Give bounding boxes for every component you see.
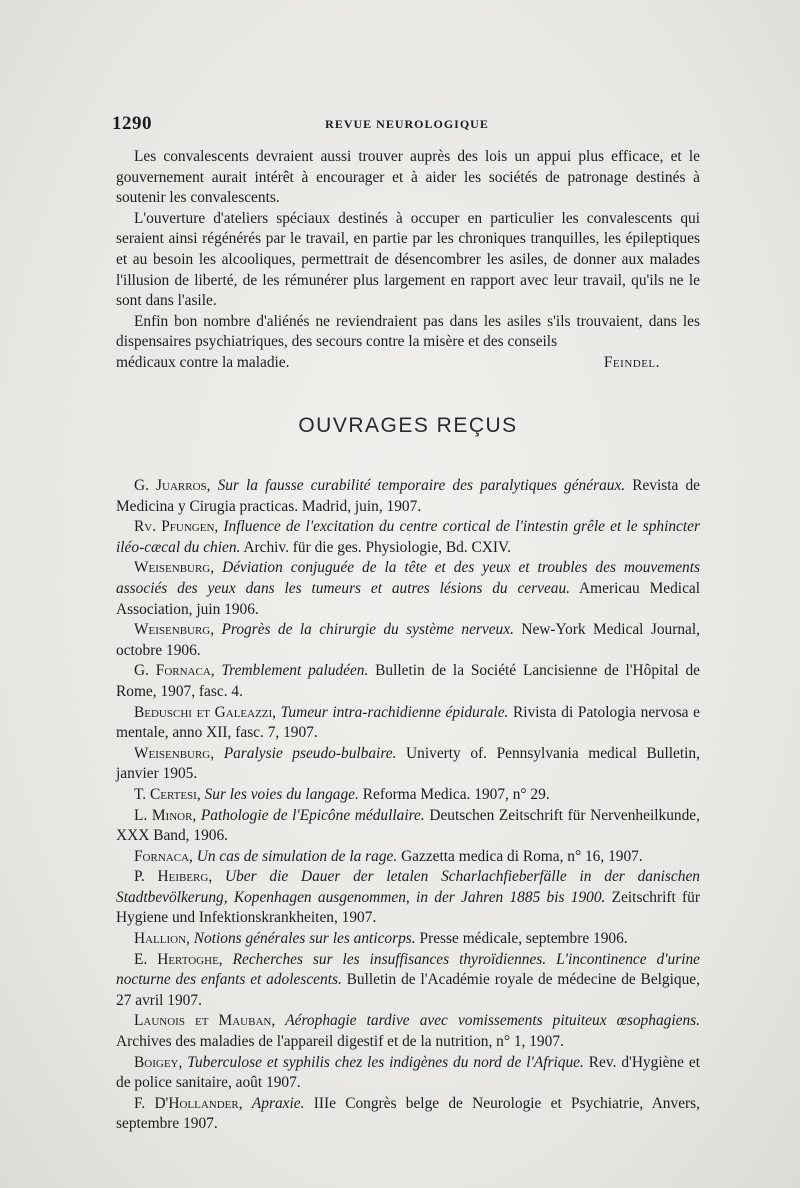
reference-title: Un cas de simulation de la rage. [196, 847, 398, 865]
reference-source: Bulletin de l'Académie royale de médecine de Belgique, 27 avril 1907. [116, 971, 700, 1009]
reference-item [116, 847, 700, 868]
reference-source: Bulletin de la Société Lancisienne de l'Hôpital de Rome, 1907, fasc. 4. [116, 662, 701, 700]
reference-item [116, 661, 700, 702]
reference-item [116, 1053, 700, 1094]
reference-author: Weisenburg, [134, 621, 215, 639]
page-number: 1290 [112, 113, 152, 134]
reference-title: Influence de l'excitation du centre cortical de l'intestin grêle et le sphincter iléo-cæcal du chien. [116, 518, 700, 556]
reference-item [116, 703, 700, 744]
reference-author: G. Fornaca, [134, 662, 215, 680]
reference-title: Apraxie. [251, 1094, 305, 1112]
reference-item [116, 1094, 700, 1135]
reference-title: Progrès de la chirurgie du système nerveux. [221, 621, 514, 639]
reference-author: F. D'Hollander, [134, 1094, 243, 1112]
reference-author: Weisenburg, [134, 744, 215, 762]
signature: Feindel. [603, 353, 660, 371]
reference-item [116, 929, 700, 950]
reference-author: Hallion, [134, 930, 190, 948]
reference-item [116, 517, 700, 558]
reference-item [116, 867, 700, 929]
reference-title: Sur la fausse curabilité temporaire des paralytiques généraux. [217, 477, 626, 494]
page-header [112, 113, 702, 137]
reference-source: Revista de Medicina y Cirugia practicas. Madrid, juin, 1907. [116, 477, 700, 515]
reference-source: Reforma Medica. 1907, n° 29. [362, 785, 550, 803]
closing-line [116, 353, 700, 374]
reference-item [116, 806, 700, 847]
reference-title: Notions générales sur les anticorps. [193, 930, 416, 948]
reference-item [116, 620, 700, 661]
paragraph: Les convalescents devraient aussi trouver auprès des lois un appui plus efficace, et le gouvernement aurait intérêt à encourager et à aider les sociétés de patronage destinés à soutenir les convalescents. [116, 148, 700, 207]
reference-item [116, 785, 700, 806]
reference-author: G. Juarros, [134, 477, 211, 494]
section-title: OUVRAGES REÇUS [298, 414, 518, 437]
reference-title: Déviation conjuguée de la tête et des yeux et troubles des mouvements associés des yeux dans les tumeurs et autres lésions du cerveau. [116, 559, 700, 597]
reference-source: Deutschen Zeitschrift für Nervenheilkunde, XXX Band, 1906. [116, 806, 700, 845]
reference-item [116, 1011, 700, 1052]
reference-title: Uber die Dauer der letalen Scharlachfieberfälle in der danischen Stadtbevölkerung, Kopenhagen ausgenommen, in der Jahren 1885 bis 1900. [116, 868, 700, 906]
reference-author: L. Minor, [134, 806, 197, 824]
reference-title: Paralysie pseudo-bulbaire. [223, 744, 397, 762]
reference-source: IIIe Congrès belge de Neurologie et Psychiatrie, Anvers, septembre 1907. [116, 1094, 700, 1133]
reference-title: Recherches sur les insuffisances thyroïdiennes. L'incontinence d'urine nocturne des enfants et adolescents. [116, 950, 700, 989]
paragraph: L'ouverture d'ateliers spéciaux destinés à occuper en particulier les convalescents qui seraient ainsi régénérés par le travail, en partie par les chroniques tranquilles, les épileptiques et au besoin les alcooliques, permettrait de désencombrer les asiles, de donner aux malades l'illusion de liberté, de les rémunérer plus largement en rapport avec leur travail, qu'ils ne le sont dans l'asile. [116, 209, 700, 310]
reference-item [116, 476, 700, 517]
reference-source: Archiv. für die ges. Physiologie, Bd. CXIV. [243, 538, 511, 556]
reference-source: Presse médicale, septembre 1906. [419, 930, 628, 948]
reference-source: Univerty of. Pennsylvania medical Bulletin, janvier 1905. [116, 744, 700, 783]
reference-item [116, 744, 700, 785]
reference-title: Tumeur intra-rachidienne épidurale. [280, 703, 509, 721]
reference-source: Americau Medical Association, juin 1906. [116, 579, 701, 618]
reference-author: Boigey, [134, 1053, 183, 1071]
reference-title: Sur les voies du langage. [204, 785, 359, 803]
reference-source: Rivista di Patologia nervosa e mentale, anno XII, fasc. 7, 1907. [116, 703, 700, 742]
reference-title: Tremblement paludéen. [221, 662, 369, 680]
reference-author: Rv. Pfungen, [134, 518, 219, 536]
closing-text: médicaux contre la maladie. [116, 353, 290, 371]
intro-text [116, 147, 700, 374]
reference-author: P. Heiberg, [134, 868, 213, 886]
running-title: REVUE NEUROLOGIQUE [325, 117, 489, 131]
reference-author: Launois et Mauban, [134, 1012, 276, 1030]
reference-title: Pathologie de l'Epicône médullaire. [200, 806, 425, 824]
reference-author: Weisenburg, [134, 559, 215, 577]
reference-source: Zeitschrift für Hygiene und Infektionskrankheiten, 1907. [116, 888, 700, 927]
reference-source: New-York Medical Journal, octobre 1906. [116, 621, 700, 659]
reference-author: T. Certesi, [134, 785, 201, 803]
references-list [116, 476, 700, 1135]
reference-title: Tuberculose et syphilis chez les indigènes du nord de l'Afrique. [187, 1053, 584, 1071]
reference-author: Fornaca, [134, 847, 193, 865]
paragraph: Enfin bon nombre d'aliénés ne reviendraient pas dans les asiles s'ils trouvaient, dans les dispensaires psychiatriques, des secours contre la misère et des conseils [116, 312, 700, 351]
reference-author: E. Hertoghe, [134, 950, 223, 968]
reference-source: Gazzetta medica di Roma, n° 16, 1907. [401, 847, 643, 865]
reference-item [116, 950, 700, 1012]
reference-source: Archives des maladies de l'appareil digestif et de la nutrition, n° 1, 1907. [116, 1033, 564, 1051]
reference-source: Rev. d'Hygiène et de police sanitaire, août 1907. [116, 1053, 700, 1092]
reference-title: Aérophagie tardive avec vomissements pituiteux œsophagiens. [285, 1012, 700, 1030]
reference-author: Beduschi et Galeazzi, [134, 703, 277, 721]
reference-item [116, 558, 700, 620]
